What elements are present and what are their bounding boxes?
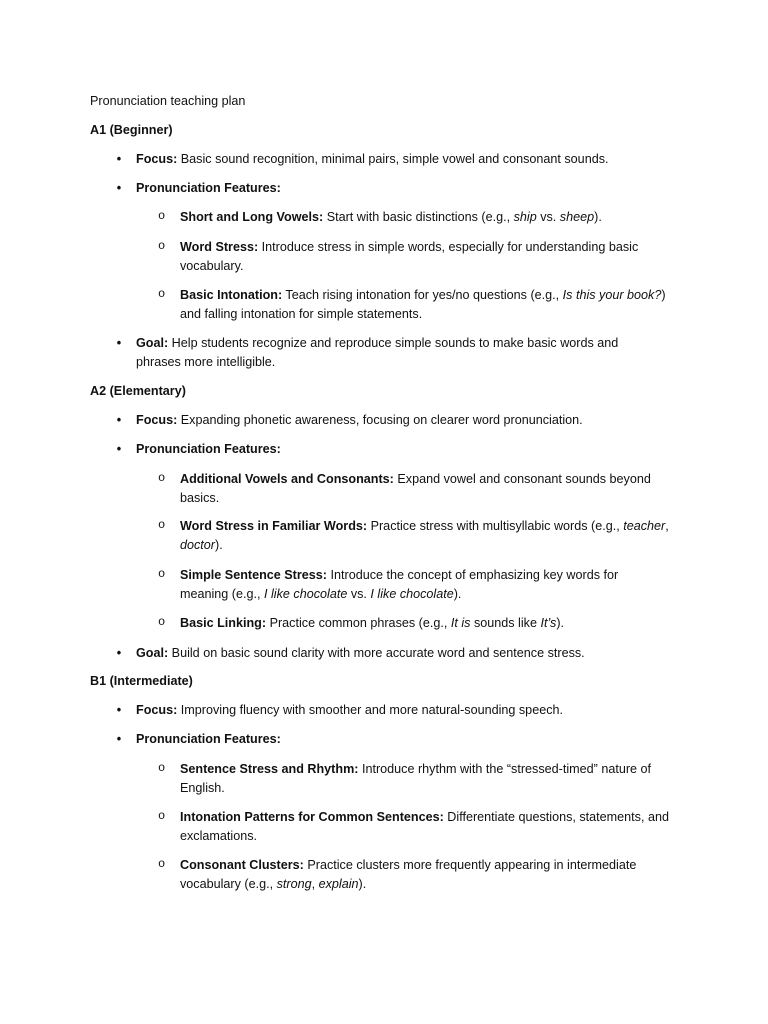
feature-text-part: vs. [536,210,560,224]
feature-text [180,808,670,846]
feature-text-part: , [311,877,319,891]
sub-bullet-icon: o [158,761,166,775]
feature-text-part: Expand vowel and consonant sounds beyond basics. [180,472,651,505]
feature-text-part: ). [215,538,223,552]
sub-bullet-icon: o [158,209,166,223]
feature-label: Simple Sentence Stress: [180,568,327,582]
feature-example: explain [318,877,359,891]
feature-text-part: Differentiate questions, statements, and exclamations. [180,810,669,843]
feature-text-part: Practice stress with multisyllabic words (e.g., [367,519,624,533]
feature-text-part: Practice clusters more frequently appearing in intermediate vocabulary (e.g., [180,858,637,891]
bullet-icon: • [116,646,122,660]
feature-label: Word Stress in Familiar Words: [180,519,368,533]
feature-label: Short and Long Vowels: [180,210,324,224]
feature-example: Is this your book? [562,288,662,302]
feature-text [180,614,670,633]
section-heading-b1: B1 (Intermediate) [90,674,193,688]
sub-bullet-icon: o [158,809,166,823]
a2-features-label: Pronunciation Features: [136,442,281,456]
sub-bullet-icon: o [158,567,166,581]
feature-label: Intonation Patterns for Common Sentences: [180,810,444,824]
b1-focus-text: Focus: Improving fluency with smoother and more natural-sounding speech. [136,703,563,717]
a2-goal-text: Goal: Build on basic sound clarity with more accurate word and sentence stress. [136,646,585,660]
sub-bullet-icon: o [158,518,166,532]
feature-example: strong [276,877,312,891]
feature-text [180,856,670,894]
sub-bullet-icon: o [158,471,166,485]
bullet-icon: • [116,413,122,427]
feature-example: doctor [180,538,216,552]
feature-text-part: Introduce rhythm with the “stressed-timed” nature of English. [180,762,652,795]
feature-example: It’s [540,616,557,630]
feature-text [180,470,670,508]
document-title: Pronunciation teaching plan [90,94,246,108]
bullet-icon: • [116,732,122,746]
bullet-icon: • [116,336,122,350]
bullet-icon: • [116,181,122,195]
a1-focus-text: Focus: Basic sound recognition, minimal pairs, simple vowel and consonant sounds. [136,152,609,166]
feature-label: Sentence Stress and Rhythm: [180,762,359,776]
feature-example: ship [513,210,537,224]
feature-example: I like chocolate [370,587,454,601]
bullet-icon: • [116,152,122,166]
feature-label: Additional Vowels and Consonants: [180,472,394,486]
b1-features-label: Pronunciation Features: [136,732,281,746]
feature-label: Basic Linking: [180,616,267,630]
sub-bullet-icon: o [158,239,166,253]
feature-text [180,238,670,276]
feature-text [180,760,670,798]
feature-text-part: ) and falling intonation for simple statements. [180,288,666,321]
feature-text-part: ). [556,616,565,630]
bullet-icon: • [116,703,122,717]
feature-text-part: vs. [347,587,371,601]
feature-example: sheep [559,210,595,224]
a2-focus-text: Focus: Expanding phonetic awareness, focusing on clearer word pronunciation. [136,413,583,427]
feature-text-part: Introduce the concept of emphasizing key words for meaning (e.g., [180,568,619,601]
feature-text-part: Start with basic distinctions (e.g., [323,210,514,224]
feature-example: teacher [623,519,666,533]
section-heading-a1: A1 (Beginner) [90,123,173,137]
feature-label: Basic Intonation: [180,288,283,302]
feature-text [180,517,670,555]
feature-text-part: Practice common phrases (e.g., [266,616,451,630]
feature-text-part: , [665,519,669,533]
feature-label: Word Stress: [180,240,259,254]
feature-text-part: Introduce stress in simple words, especially for understanding basic vocabulary. [180,240,639,273]
sub-bullet-icon: o [158,857,166,871]
feature-example: I like chocolate [264,587,348,601]
feature-text-part: Teach rising intonation for yes/no questions (e.g., [282,288,563,302]
sub-bullet-icon: o [158,287,166,301]
feature-text [180,286,670,324]
feature-example: It is [450,616,471,630]
feature-text-part: ). [358,877,367,891]
feature-text [180,208,670,227]
feature-text [180,566,670,604]
feature-text-part: ). [594,210,602,224]
feature-label: Consonant Clusters: [180,858,304,872]
section-heading-a2: A2 (Elementary) [90,384,186,398]
a1-features-label: Pronunciation Features: [136,181,281,195]
sub-bullet-icon: o [158,615,166,629]
a1-goal-text: Goal: Help students recognize and reproduce simple sounds to make basic words and phrases more intelligible. [136,336,619,369]
feature-text-part: sounds like [470,616,541,630]
feature-text-part: ). [453,587,462,601]
bullet-icon: • [116,442,122,456]
